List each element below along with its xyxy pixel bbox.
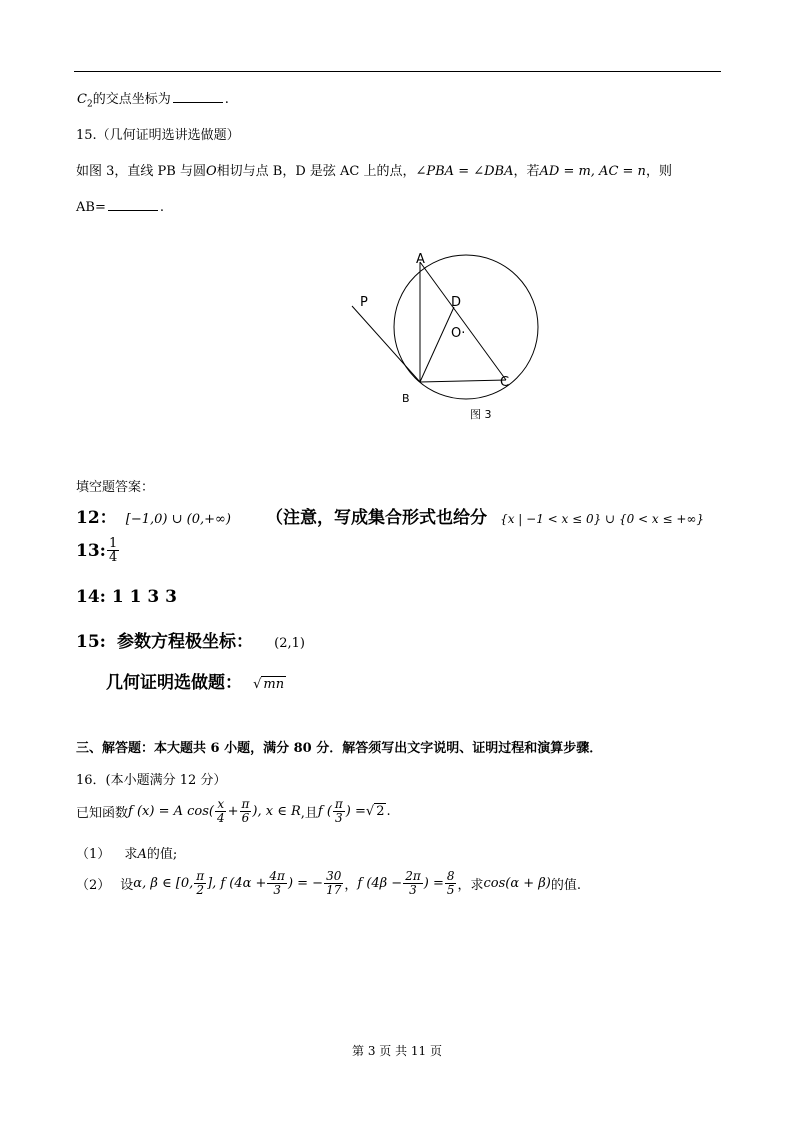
frac-pi-6	[240, 798, 252, 825]
figure-3	[340, 240, 560, 430]
frac-8-5	[445, 870, 457, 897]
q16-intro-text: 已知函数	[76, 806, 129, 821]
f1-eq: ) = −	[287, 876, 324, 891]
frac-pi-3	[333, 798, 345, 825]
label-a: A	[416, 252, 425, 267]
function-domain: ), x ∈ R	[252, 804, 301, 819]
label-c: C	[500, 375, 510, 390]
den: 3	[273, 883, 281, 897]
q15-line2	[76, 198, 164, 215]
answer-13-fraction	[107, 537, 119, 564]
part1-text-a: 求	[124, 847, 138, 862]
num: 8	[446, 869, 455, 883]
answer-12-num: 12：	[76, 508, 117, 528]
f2-expr: f (4β −	[357, 876, 403, 891]
num: π	[334, 797, 343, 811]
q15-text-a: 如图 3，直线 PB 与圆	[76, 164, 206, 179]
q14-text: 的交点坐标为	[92, 92, 171, 107]
q14-tail	[77, 88, 229, 110]
fraction-denominator: 4	[108, 550, 118, 565]
den: 6	[241, 811, 250, 825]
sqrt-radicand: 2	[376, 804, 385, 819]
label-p: P	[360, 295, 368, 310]
label-b: B	[402, 392, 410, 405]
num: x	[217, 797, 225, 811]
answer-blank	[108, 198, 158, 211]
den: 4	[216, 811, 225, 825]
part2-text-b: ，求	[457, 878, 484, 893]
answers-heading: 填空题答案：	[76, 480, 155, 495]
c2-symbol: C	[77, 92, 87, 107]
answer-blank	[173, 90, 223, 103]
f2-eq: ) =	[423, 876, 444, 891]
part1-num: （1）	[76, 847, 111, 862]
part2-text-a: 设	[120, 878, 134, 893]
q14-end: .	[224, 92, 229, 107]
answer-12-alt: {x | −1 < x ≤ 0} ∪ {0 < x ≤ +∞}	[500, 512, 705, 526]
q15-text-b: 相切与点 B，D 是弦 AC 上的点，	[216, 164, 416, 179]
circle-o-symbol: O	[205, 164, 217, 179]
frac-pi-2	[194, 870, 206, 897]
frac-30-17	[324, 870, 343, 897]
f1-expr: f (4α +	[220, 876, 267, 891]
section3-heading: 三、解答题：本大题共 6 小题，满分 80 分．解答须写出文字说明、证明过程和演算步骤．	[76, 741, 603, 756]
answer-13-num: 13:	[76, 540, 106, 561]
condition-equation: AD = m, AC = n	[539, 164, 646, 179]
q16-heading: 16．(本小题满分 12 分）	[76, 773, 227, 788]
answer-15	[76, 627, 305, 652]
sqrt-mn: √ mn	[253, 677, 285, 692]
c2-subscript: 2	[86, 99, 93, 110]
part1-text-b: 的值;	[146, 847, 178, 862]
q16-part1	[76, 843, 177, 862]
var-a: A	[137, 847, 147, 862]
num: 2π	[405, 869, 421, 883]
label-d: D	[451, 295, 462, 310]
num: π	[196, 869, 205, 883]
num: 4π	[269, 869, 285, 883]
sqrt-2: √ 2	[365, 804, 385, 819]
q15-line1	[76, 160, 672, 179]
f-at: f (	[317, 804, 332, 819]
sqrt-radicand: mn	[263, 677, 285, 692]
page-footer: 第 3 页 共 11 页	[352, 1044, 442, 1058]
fraction-numerator: 1	[108, 536, 118, 551]
label-o: O·	[451, 326, 466, 341]
den: 3	[335, 811, 343, 825]
den: 2	[196, 883, 204, 897]
answer-12	[76, 503, 704, 528]
q15-heading: 15.（几何证明选讲选做题）	[76, 128, 240, 143]
answer-15-label1: 参数方程极坐标：	[117, 632, 254, 652]
alpha-beta-range: α, β ∈ [0,	[133, 876, 194, 891]
answer-12-set: [−1,0) ∪ (0,+∞)	[125, 512, 231, 527]
q15-end: .	[159, 200, 164, 215]
den: 5	[446, 883, 455, 897]
answer-13	[76, 537, 120, 564]
cos-expr: cos(α + β)	[483, 876, 551, 891]
angle-equation: ∠PBA = ∠DBA	[415, 164, 514, 179]
q16-part2	[76, 870, 581, 897]
header-rule	[74, 71, 721, 72]
f-at-eq: ) =	[345, 804, 366, 819]
answer-15-label2: 几何证明选做题：	[106, 673, 242, 693]
answer-15-num: 15:	[76, 632, 106, 652]
and-text: ,且	[300, 806, 318, 821]
chord-ac	[420, 262, 506, 380]
q15-text-c: ，若	[513, 164, 540, 179]
period: .	[386, 804, 391, 819]
function-def: f (x) = A cos(	[128, 804, 214, 819]
tangent-line-pb	[352, 306, 420, 382]
comma: ，	[344, 878, 358, 893]
den: 3	[409, 883, 417, 897]
answer-15-geometry	[106, 668, 286, 693]
answer-14: 14: 1 1 3 3	[76, 587, 177, 607]
frac-2pi-3	[403, 870, 423, 897]
plus-sign: +	[227, 804, 239, 819]
den: 17	[326, 883, 342, 897]
ab-label: AB=	[76, 200, 106, 215]
segment-bd	[420, 307, 454, 382]
segment-bc	[420, 380, 506, 382]
num: π	[241, 797, 250, 811]
answer-12-note: （注意，写成集合形式也给分	[266, 508, 487, 528]
num: 30	[326, 869, 342, 883]
q16-intro	[76, 798, 391, 825]
part2-num: （2）	[76, 878, 111, 893]
answer-15-value1: (2,1)	[274, 636, 305, 651]
frac-4pi-3	[267, 870, 287, 897]
frac-x-4	[215, 798, 227, 825]
q15-text-d: ，则	[645, 164, 672, 179]
range-close: ],	[207, 876, 217, 891]
figure-caption: 图 3	[470, 408, 492, 421]
part2-text-c: 的值.	[550, 878, 582, 893]
